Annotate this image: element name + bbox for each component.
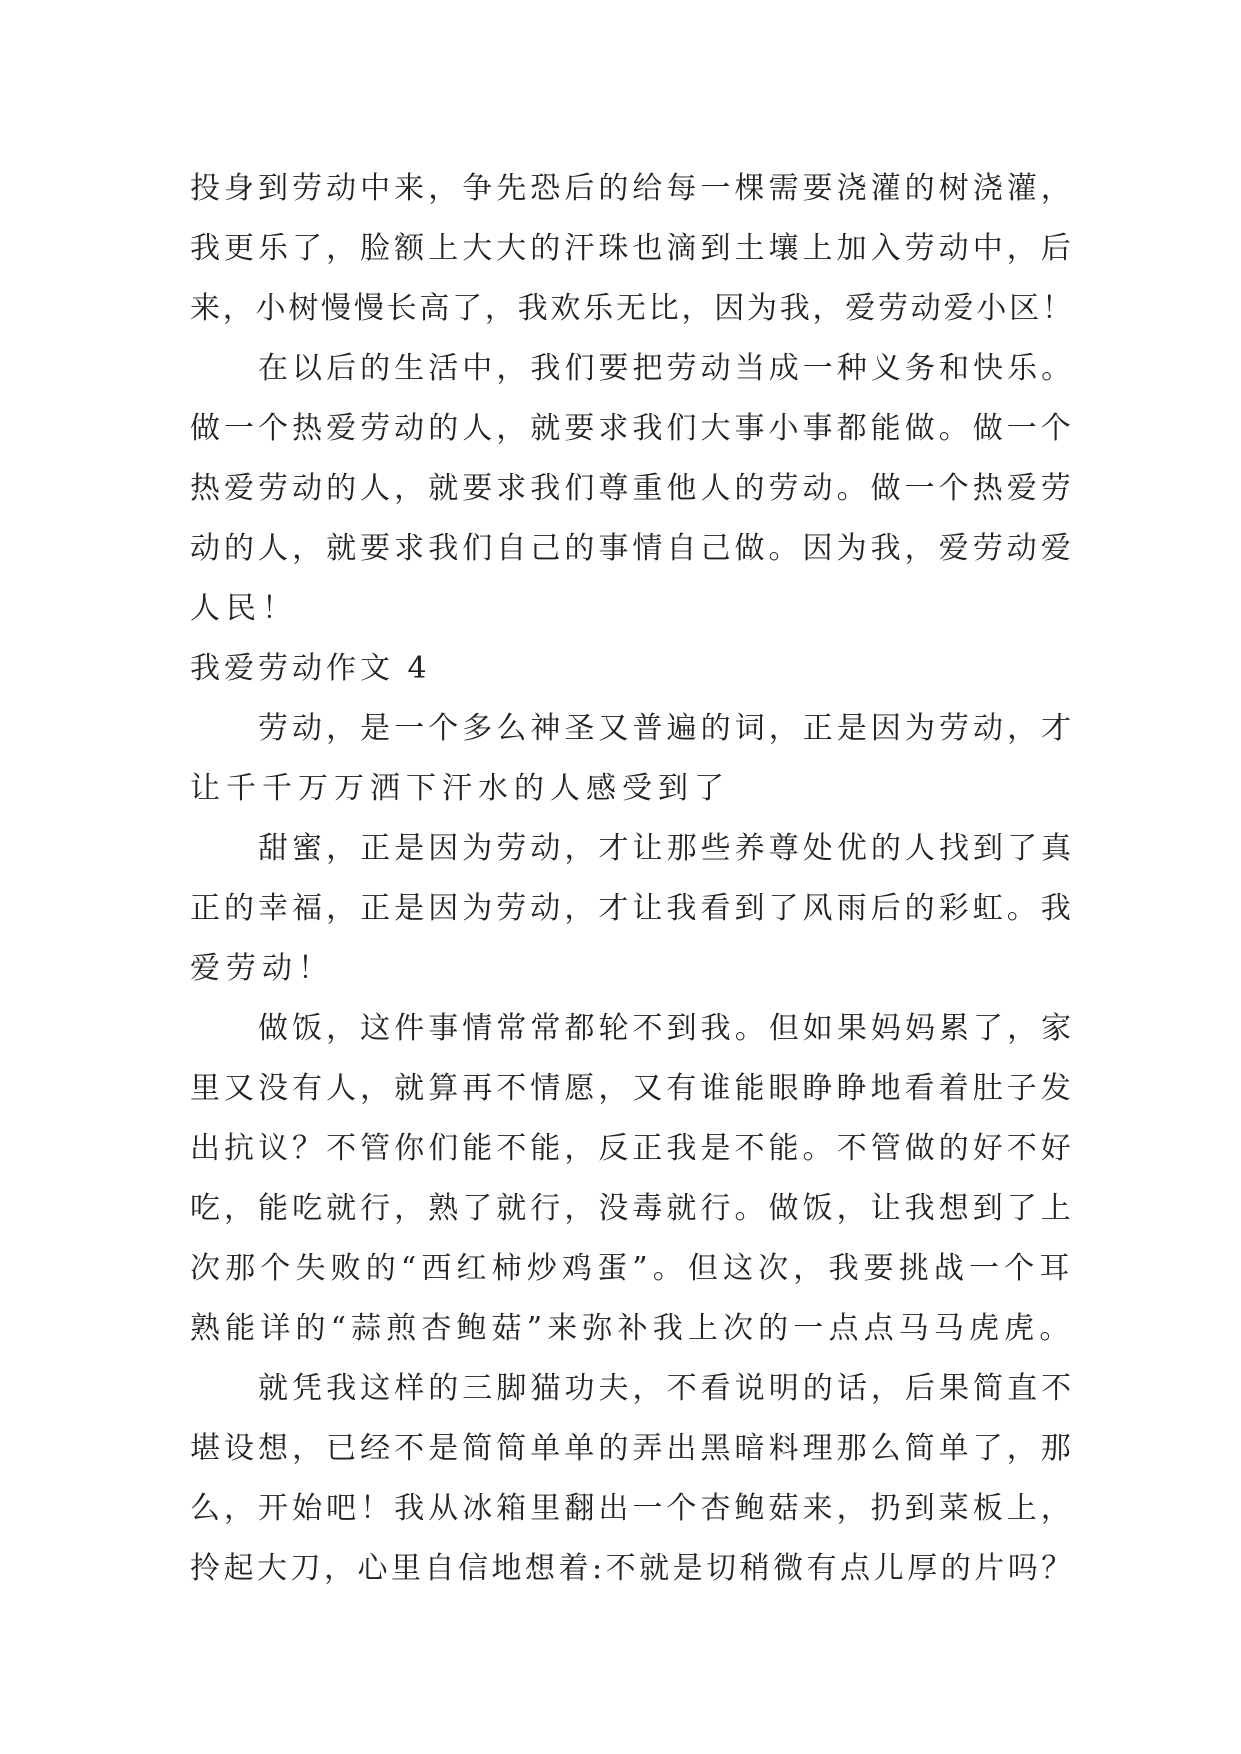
paragraph-start-line: 甜蜜，正是因为劳动，才让那些养尊处优的人找到了真 (258, 831, 1076, 866)
text-line: 来，小树慢慢长高了，我欢乐无比，因为我，爱劳动爱小区！ (190, 291, 1075, 326)
text-line: 堪设想，已经不是简简单单的弄出黑暗料理那么简单了，那 (190, 1431, 1075, 1466)
text-line: 动的人，就要求我们自己的事情自己做。因为我，爱劳动爱 (190, 531, 1075, 566)
text-line: 热爱劳动的人，就要求我们尊重他人的劳动。做一个热爱劳 (190, 471, 1075, 506)
text-line: 正的幸福，正是因为劳动，才让我看到了风雨后的彩虹。我 (190, 891, 1075, 926)
text-line: 做一个热爱劳动的人，就要求我们大事小事都能做。做一个 (190, 411, 1075, 446)
paragraph-start-line: 做饭，这件事情常常都轮不到我。但如果妈妈累了，家 (258, 1011, 1076, 1046)
text-line: 熟能详的“蒜煎杏鲍菇”来弥补我上次的一点点马马虎虎。 (190, 1311, 1075, 1346)
paragraph-start-line: 就凭我这样的三脚猫功夫，不看说明的话，后果简直不 (258, 1371, 1076, 1406)
text-line: 让千千万万洒下汗水的人感受到了 (190, 771, 730, 806)
section-heading: 我爱劳动作文 4 (190, 651, 431, 686)
text-line: 我更乐了，脸额上大大的汗珠也滴到土壤上加入劳动中，后 (190, 231, 1075, 266)
text-line: 吃，能吃就行，熟了就行，没毒就行。做饭，让我想到了上 (190, 1191, 1075, 1226)
text-line: 里又没有人，就算再不情愿，又有谁能眼睁睁地看着肚子发 (190, 1071, 1075, 1106)
text-line: 次那个失败的“西红柿炒鸡蛋”。但这次，我要挑战一个耳 (190, 1251, 1075, 1286)
body-text (190, 159, 1080, 1599)
text-line: 拎起大刀，心里自信地想着:不就是切稍微有点儿厚的片吗？ (190, 1551, 1075, 1586)
text-line: 投身到劳动中来，争先恐后的给每一棵需要浇灌的树浇灌， (190, 171, 1075, 206)
text-line: 人民！ (190, 591, 298, 626)
text-line: 出抗议？不管你们能不能，反正我是不能。不管做的好不好 (190, 1131, 1075, 1166)
paragraph-start-line: 劳动，是一个多么神圣又普遍的词，正是因为劳动，才 (258, 711, 1076, 746)
text-line: 爱劳动！ (190, 951, 334, 986)
paragraph-start-line: 在以后的生活中，我们要把劳动当成一种义务和快乐。 (258, 351, 1076, 386)
text-line: 么，开始吧！我从冰箱里翻出一个杏鲍菇来，扔到菜板上， (190, 1491, 1075, 1526)
